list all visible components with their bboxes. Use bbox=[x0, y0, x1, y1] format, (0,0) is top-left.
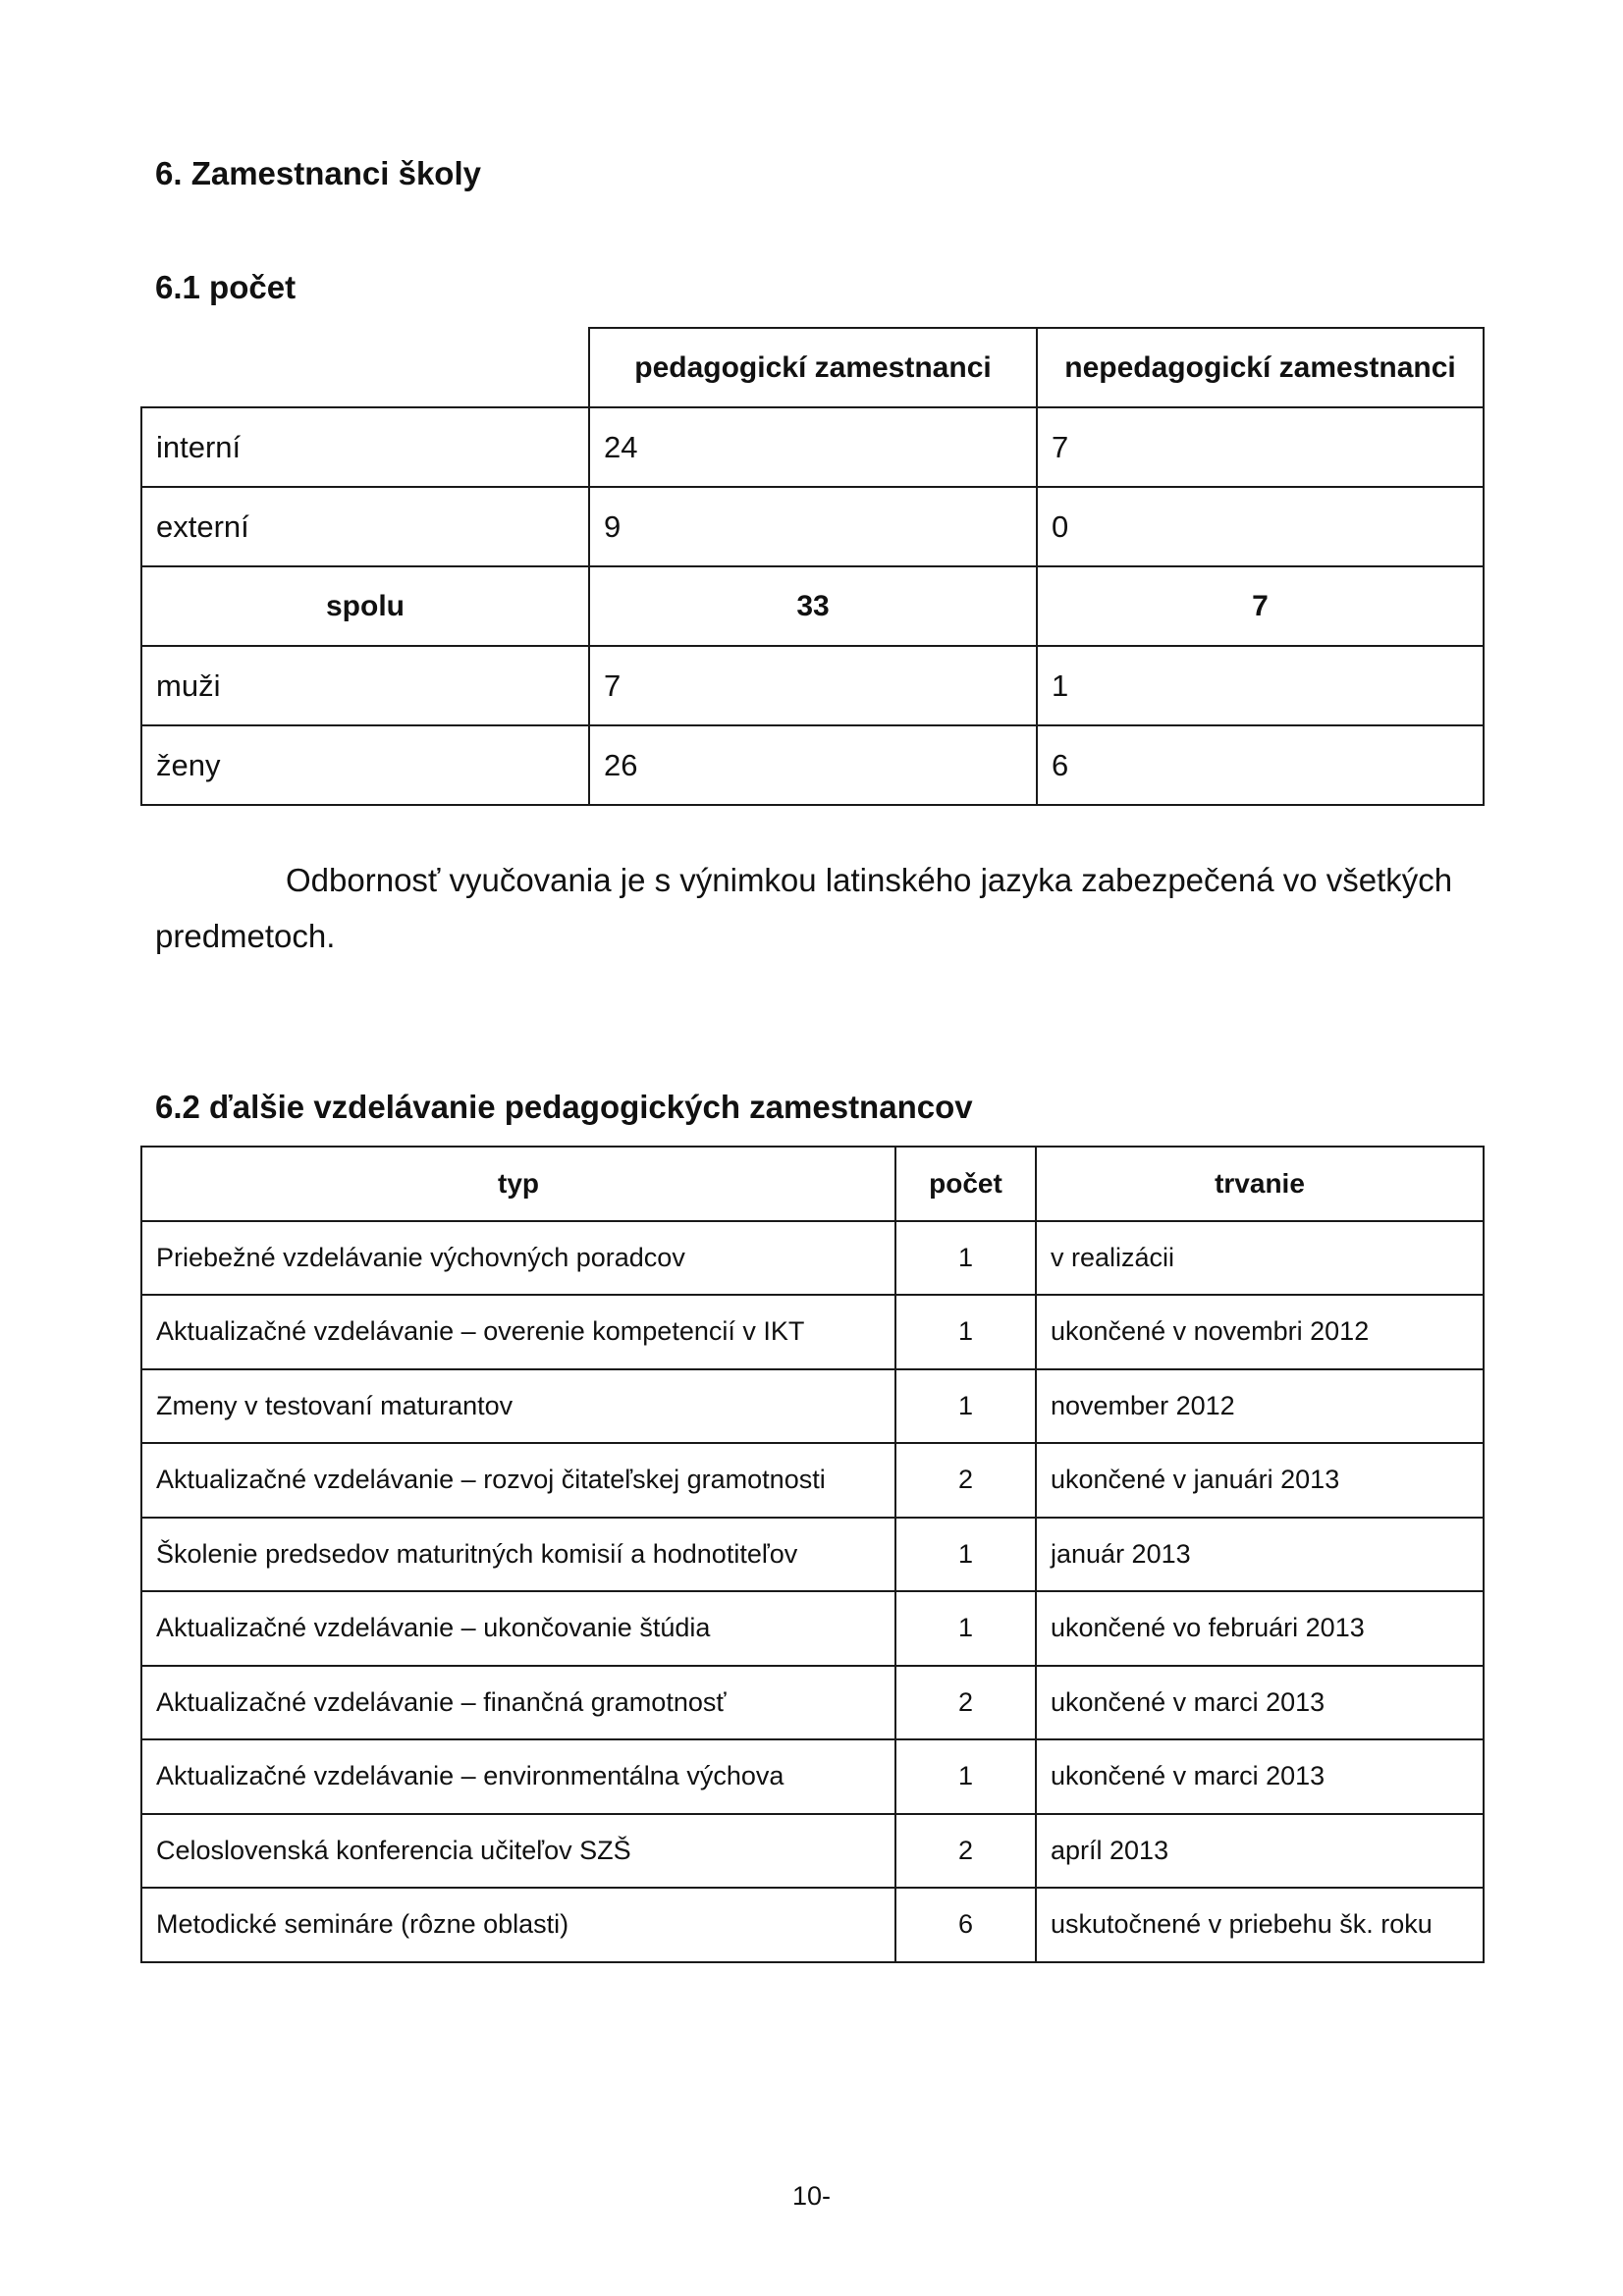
table-row bbox=[141, 1295, 1484, 1369]
cell-type: Zmeny v testovaní maturantov bbox=[141, 1369, 895, 1444]
table-header-row bbox=[141, 328, 1484, 407]
cell-duration: ukončené v marci 2013 bbox=[1036, 1666, 1484, 1740]
table-row bbox=[141, 646, 1484, 725]
cell-count: 1 bbox=[895, 1518, 1036, 1592]
header-duration: trvanie bbox=[1036, 1147, 1484, 1221]
cell-duration: november 2012 bbox=[1036, 1369, 1484, 1444]
cell-type: Priebežné vzdelávanie výchovných poradcov bbox=[141, 1221, 895, 1296]
table-row bbox=[141, 725, 1484, 805]
cell-duration: uskutočnené v priebehu šk. roku bbox=[1036, 1888, 1484, 1962]
table-row bbox=[141, 1518, 1484, 1592]
table-row bbox=[141, 1666, 1484, 1740]
section-title: 6. Zamestnanci školy bbox=[155, 155, 481, 191]
cell-type: Aktualizačné vzdelávanie – finančná gramotnosť bbox=[141, 1666, 895, 1740]
cell-duration: ukončené vo februári 2013 bbox=[1036, 1591, 1484, 1666]
table-header-row bbox=[141, 1147, 1484, 1221]
cell-type: Aktualizačné vzdelávanie – environmentálna výchova bbox=[141, 1739, 895, 1814]
subsection-title-training: 6.2 ďalšie vzdelávanie pedagogických zamestnancov bbox=[155, 1089, 973, 1125]
table-row bbox=[141, 487, 1484, 566]
empty-corner-cell bbox=[141, 328, 589, 407]
row-label: spolu bbox=[141, 566, 589, 646]
table-row bbox=[141, 1443, 1484, 1518]
table-row bbox=[141, 1369, 1484, 1444]
cell-duration: ukončené v marci 2013 bbox=[1036, 1739, 1484, 1814]
cell-count: 1 bbox=[895, 1221, 1036, 1296]
cell-count: 2 bbox=[895, 1814, 1036, 1889]
row-label: muži bbox=[141, 646, 589, 725]
staff-count-table bbox=[140, 327, 1485, 806]
training-table bbox=[140, 1146, 1485, 1963]
cell-count: 1 bbox=[895, 1369, 1036, 1444]
cell-non-pedagogical: 0 bbox=[1037, 487, 1484, 566]
cell-pedagogical: 9 bbox=[589, 487, 1037, 566]
header-pedagogical: pedagogickí zamestnanci bbox=[589, 328, 1037, 407]
table-row bbox=[141, 407, 1484, 487]
cell-duration: v realizácii bbox=[1036, 1221, 1484, 1296]
cell-count: 1 bbox=[895, 1591, 1036, 1666]
cell-pedagogical: 33 bbox=[589, 566, 1037, 646]
cell-duration: ukončené v januári 2013 bbox=[1036, 1443, 1484, 1518]
cell-count: 1 bbox=[895, 1739, 1036, 1814]
cell-count: 6 bbox=[895, 1888, 1036, 1962]
row-label: ženy bbox=[141, 725, 589, 805]
cell-type: Metodické semináre (rôzne oblasti) bbox=[141, 1888, 895, 1962]
cell-count: 1 bbox=[895, 1295, 1036, 1369]
cell-type: Aktualizačné vzdelávanie – ukončovanie štúdia bbox=[141, 1591, 895, 1666]
cell-pedagogical: 7 bbox=[589, 646, 1037, 725]
cell-non-pedagogical: 6 bbox=[1037, 725, 1484, 805]
expertise-paragraph: Odbornosť vyučovania je s výnimkou latinského jazyka zabezpečená vo všetkých predmetoch. bbox=[155, 862, 1453, 954]
row-label: interní bbox=[141, 407, 589, 487]
table-row bbox=[141, 1591, 1484, 1666]
cell-pedagogical: 26 bbox=[589, 725, 1037, 805]
header-type: typ bbox=[141, 1147, 895, 1221]
cell-pedagogical: 24 bbox=[589, 407, 1037, 487]
cell-type: Školenie predsedov maturitných komisií a hodnotiteľov bbox=[141, 1518, 895, 1592]
header-count: počet bbox=[895, 1147, 1036, 1221]
table-row bbox=[141, 1739, 1484, 1814]
row-label: externí bbox=[141, 487, 589, 566]
table-row bbox=[141, 1888, 1484, 1962]
table-row bbox=[141, 1221, 1484, 1296]
cell-duration: ukončené v novembri 2012 bbox=[1036, 1295, 1484, 1369]
cell-non-pedagogical: 7 bbox=[1037, 407, 1484, 487]
cell-count: 2 bbox=[895, 1666, 1036, 1740]
cell-non-pedagogical: 7 bbox=[1037, 566, 1484, 646]
header-non-pedagogical: nepedagogickí zamestnanci bbox=[1037, 328, 1484, 407]
cell-type: Aktualizačné vzdelávanie – overenie kompetencií v IKT bbox=[141, 1295, 895, 1369]
cell-type: Celoslovenská konferencia učiteľov SZŠ bbox=[141, 1814, 895, 1889]
page-number: 10- bbox=[791, 2181, 832, 2211]
cell-duration: január 2013 bbox=[1036, 1518, 1484, 1592]
table-total-row bbox=[141, 566, 1484, 646]
table-row bbox=[141, 1814, 1484, 1889]
subsection-title-count: 6.1 počet bbox=[155, 269, 297, 305]
cell-type: Aktualizačné vzdelávanie – rozvoj čitateľskej gramotnosti bbox=[141, 1443, 895, 1518]
cell-count: 2 bbox=[895, 1443, 1036, 1518]
cell-non-pedagogical: 1 bbox=[1037, 646, 1484, 725]
cell-duration: apríl 2013 bbox=[1036, 1814, 1484, 1889]
